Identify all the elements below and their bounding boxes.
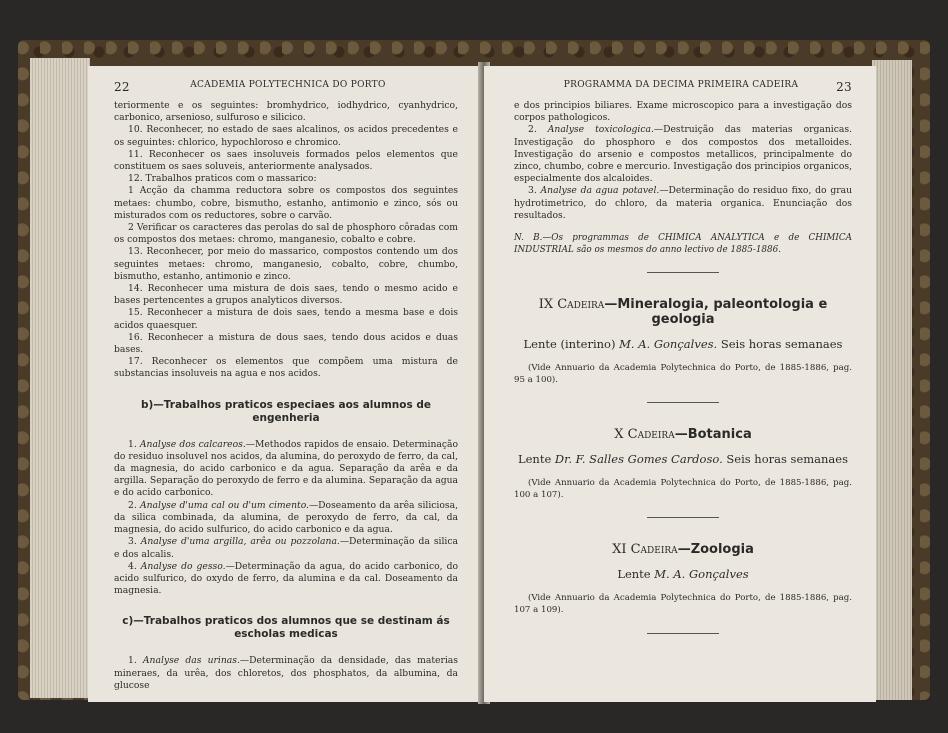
cadeira-heading <box>514 297 852 327</box>
cadeira-number: XI <box>612 542 627 558</box>
paragraph: 13. Reconhecer, por meio do massarico, compostos contendo um dos seguintes metaes: chromo, manganesio, cobalto, cobre, chumbo, bismutho, estanho, antimonio e zinco. <box>114 246 458 282</box>
right-items <box>514 124 852 222</box>
item-title: Analyse toxicologica. <box>547 124 654 136</box>
item-title: Analyse da agua potavel. <box>540 185 660 197</box>
paragraph: teriormente e os seguintes: bromhydrico, iodhydrico, cyanhydrico, carbonico, arsenioso, sulfuroso e silicico. <box>114 100 458 124</box>
right-page <box>484 66 876 702</box>
paragraph: 1 Acção da chamma reductora sobre os compostos dos seguintes metaes: chumbo, cobre, bismutho, estanho, antimonio e zinco, sós ou misturados com os reductores, sobre o carvão. <box>114 185 458 221</box>
paragraph: 14. Reconhecer uma mistura de dois saes, tendo o mesmo acido e bases pertencentes a grupos analyticos diversos. <box>114 283 458 307</box>
item-text: —Determinação do residuo fixo, do grau hydrotimetrico, do chloro, da materia organica. Enunciação dos resultados. <box>514 185 852 221</box>
left-page-number: 22 <box>114 80 130 94</box>
item-text: —Destruição das materias organicas. Investigação do phosphoro e dos compostos dos metalloides. Investigação do arsenio e compostos metallicos, principalmente do zinco, chumbo, cobre e mercurio. Investigação dos principios organicos, especialmente dos alcaloides. <box>514 124 852 185</box>
paragraph: 10. Reconhecer, no estado de saes alcalinos, os acidos precedentes e os seguintes: chlorico, hypochloroso e chromico. <box>114 124 458 148</box>
lente-prefix: Lente <box>517 452 555 467</box>
item-title: Analyse do gesso. <box>140 560 226 572</box>
item-title: Analyse d'uma cal ou d'um cimento. <box>139 499 309 511</box>
item-text: —Determinação da silica e dos alcalis. <box>114 536 458 560</box>
paragraph: 15. Reconhecer a mistura de dois saes, tendo a mesma base e dois acidos quaesquer. <box>114 307 458 331</box>
paragraph: 17. Reconhecer os elementos que compõem uma mistura de substancias insoluveis na agua e nos acidos. <box>114 356 458 380</box>
section-c-title: c)—Trabalhos praticos dos alumnos que se destinam ás escholas medicas <box>122 615 450 641</box>
item-text: —Determinação da densidade, das materias mineraes, da urêa, dos chloretos, dos phosphatos, da albumina, da glucose <box>114 655 458 691</box>
item-text: —Doseamento da arêa siliciosa, da silica combinada, da alumina, de peroxydo de ferro, da cal, da magnesia, do acido sulfurico, do acido carbonico e da agua. <box>114 499 458 536</box>
lente-hours: Seis horas semanaes <box>722 452 848 467</box>
item-number: 3. <box>128 536 141 548</box>
right-running-head <box>514 80 852 94</box>
page-edges-left <box>30 58 90 698</box>
list-item <box>114 439 458 500</box>
list-item <box>114 500 458 537</box>
lente-line <box>514 452 852 466</box>
right-running-title: PROGRAMMA DA DECIMA PRIMEIRA CADEIRA <box>563 80 799 90</box>
divider <box>647 517 719 518</box>
item-number: 4. <box>128 560 141 572</box>
item-title: Analyse d'uma argilla, arêa ou pozzolana. <box>140 536 340 548</box>
item-number: 3. <box>528 185 541 197</box>
cadeira-heading <box>514 427 852 442</box>
cadeira-subject: —Zoologia <box>677 542 754 558</box>
item-number: 2. <box>128 499 140 511</box>
lente-name: M. A. Gonçalves <box>654 567 749 582</box>
list-item <box>114 655 458 692</box>
cadeira-subject: —Botanica <box>674 427 752 443</box>
divider <box>647 633 719 634</box>
cadeiras-list <box>514 297 852 634</box>
lente-prefix: Lente <box>617 567 655 582</box>
right-page-number: 23 <box>836 80 852 94</box>
left-paragraphs <box>114 100 458 381</box>
lente-name: M. A. Gonçalves. <box>619 337 718 352</box>
item-title: Analyse dos calcareos. <box>139 438 246 450</box>
section-b-items <box>114 439 458 598</box>
paragraph: 11. Reconhecer os saes insoluveis formados pelos elementos que constituem os saes soluveis, anteriormente analysados. <box>114 148 458 173</box>
annuario-reference: (Vide Annuario da Academia Polytechnica do Porto, de 1885-1886, pag. 100 a 107). <box>514 478 852 500</box>
item-text: —Methodos rapidos de ensaio. Determinação do residuo insoluvel nos acidos, da alumina, do peroxydo de ferro, da cal, da magnesia, do acido carbonico e da agua. Separação da arêa e da argilla. Separação do peroxydo de ferro e da alumina. Separação da agua e do acido carbonico. <box>114 438 458 499</box>
annuario-reference: (Vide Annuario da Academia Polytechnica do Porto, de 1885-1886, pag. 107 a 109). <box>514 593 852 615</box>
divider <box>647 272 719 273</box>
cadeira-heading <box>514 542 852 557</box>
item-title: Analyse das urinas. <box>142 655 240 667</box>
section-b-title: b)—Trabalhos praticos especiaes aos alumnos de engenheria <box>140 398 432 424</box>
list-item <box>514 185 852 222</box>
paragraph: 2 Verificar os caracteres das perolas do sal de phosphoro côradas com os compostos dos metaes: chromo, manganesio, cobalto e cobre. <box>114 222 458 246</box>
list-item <box>514 124 852 185</box>
cadeira-number: IX <box>538 297 554 313</box>
item-number: 1. <box>128 655 143 667</box>
lente-hours: Seis horas semanaes <box>717 337 843 352</box>
list-item <box>114 536 458 560</box>
left-running-head <box>114 80 458 94</box>
lente-name: Dr. F. Salles Gomes Cardoso. <box>554 452 723 467</box>
left-running-title: ACADEMIA POLYTECHNICA DO PORTO <box>190 80 386 90</box>
cadeira-word: Cadeira <box>630 542 678 558</box>
item-text: —Determinação da agua, do acido carbonico, do acido sulfurico, do oxydo de ferro, da alumina e da cal. Doseamento da magnesia. <box>114 560 459 597</box>
paragraph: 12. Trabalhos praticos com o massarico: <box>128 173 317 185</box>
lente-prefix: Lente (interino) <box>523 337 620 352</box>
cadeira-word: Cadeira <box>627 427 675 443</box>
annuario-reference: (Vide Annuario da Academia Polytechnica do Porto, de 1885-1886, pag. 95 a 100). <box>514 363 852 385</box>
cadeira-word: Cadeira <box>557 297 605 313</box>
cadeira-subject: —Mineralogia, paleontologia e geologia <box>604 297 828 328</box>
item-number: 1. <box>128 438 140 450</box>
list-item <box>114 561 458 598</box>
divider <box>647 402 719 403</box>
continuation-paragraph: e dos principios biliares. Exame microscopico para a investigação dos corpos pathologicos. <box>514 100 852 124</box>
left-page <box>88 66 482 702</box>
paragraph: 16. Reconhecer a mistura de dous saes, tendo dous acidos e duas bases. <box>114 331 458 356</box>
lente-line <box>514 567 852 581</box>
item-number: 2. <box>528 124 548 136</box>
page-edges-right <box>872 60 912 700</box>
cadeira-number: X <box>614 427 624 443</box>
lente-line <box>514 337 852 351</box>
nb-note: N. B.—Os programmas de CHIMICA ANALYTICA e de CHIMICA INDUSTRIAL são os mesmos do anno lectivo de 1885-1886. <box>514 233 852 256</box>
section-c-items <box>114 655 458 692</box>
